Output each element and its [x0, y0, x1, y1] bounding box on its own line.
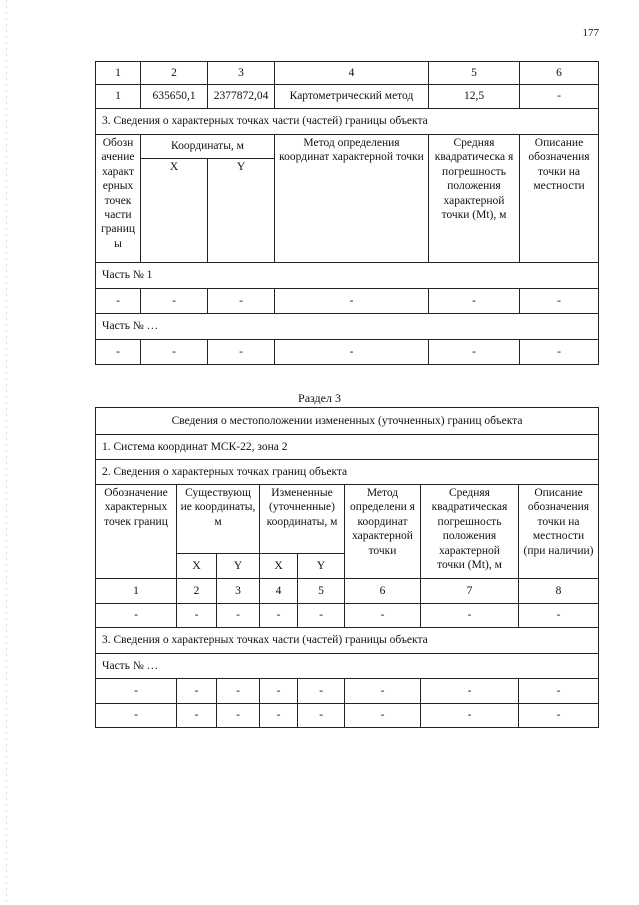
- table-cell: -: [208, 340, 275, 365]
- table-cell: -: [275, 340, 429, 365]
- table-cell: -: [345, 704, 421, 728]
- table-cell: -: [177, 704, 217, 728]
- table-cell: 635650,1: [141, 85, 208, 109]
- table-cell: -: [177, 679, 217, 704]
- col-description-header: Описание обозначения точки на местности (при наличии): [519, 485, 599, 579]
- table-cell: -: [96, 679, 177, 704]
- col-designation-header: Обозначение характерных точек границ: [96, 485, 177, 579]
- coord-system-label: 1. Система координат МСК-22, зона 2: [96, 435, 599, 460]
- header-number-cell: 8: [519, 579, 599, 604]
- table-cell: -: [519, 704, 599, 728]
- page-number: 177: [582, 27, 599, 39]
- table-cell: -: [141, 289, 208, 314]
- col-changed-header: Измененные (уточненные) координаты, м: [260, 485, 345, 554]
- header-number-cell: 6: [345, 579, 421, 604]
- header-number-cell: 5: [429, 62, 520, 85]
- table-cell: -: [345, 604, 421, 628]
- table-cell: -: [520, 289, 599, 314]
- table-cell: -: [519, 679, 599, 704]
- table-row: [96, 704, 599, 728]
- header-number-cell: 7: [421, 579, 519, 604]
- section-row: [96, 628, 599, 654]
- table-cell: -: [429, 289, 520, 314]
- section3-title: 3. Сведения о характерных точках части (частей) границы объекта: [96, 109, 599, 135]
- col-x-header: X: [141, 159, 208, 263]
- table-cell: -: [217, 704, 260, 728]
- table-cell: -: [260, 679, 298, 704]
- table-cell: -: [421, 679, 519, 704]
- table-cell: -: [141, 340, 208, 365]
- header-number-cell: 1: [96, 579, 177, 604]
- col-method-header: Метод определени я координат характерной точки: [345, 485, 421, 579]
- col-y-header: Y: [217, 554, 260, 579]
- section-row: [96, 460, 599, 485]
- table-title: Сведения о местоположении измененных (уточненных) границ объекта: [96, 408, 599, 435]
- table-cell: -: [275, 289, 429, 314]
- col-error-header: Средняя квадратическа я погрешность положения характерной точки (Mt), м: [429, 135, 520, 263]
- coord-system-row: [96, 435, 599, 460]
- table-cell: -: [208, 289, 275, 314]
- header-number-cell: 6: [520, 62, 599, 85]
- table-cell: -: [345, 679, 421, 704]
- table-row: [96, 340, 599, 365]
- table-cell: -: [260, 704, 298, 728]
- header-number-cell: 2: [177, 579, 217, 604]
- table-cell: -: [260, 604, 298, 628]
- section-heading: Раздел 3: [298, 391, 341, 405]
- table-cell: -: [298, 679, 345, 704]
- header-number-cell: 2: [141, 62, 208, 85]
- table-cell: -: [96, 289, 141, 314]
- header-number-cell: 5: [298, 579, 345, 604]
- table-cell: -: [520, 340, 599, 365]
- table-cell: -: [520, 85, 599, 109]
- table-cell: Картометрический метод: [275, 85, 429, 109]
- table-cell: 1: [96, 85, 141, 109]
- table-row: [96, 604, 599, 628]
- part-label-row: [96, 263, 599, 289]
- table-header-numbers-row: [96, 579, 599, 604]
- column-header-row: [96, 485, 599, 554]
- left-margin-scan-line: [6, 0, 7, 905]
- table-cell: -: [421, 704, 519, 728]
- col-y-header: Y: [208, 159, 275, 263]
- table-cell: 12,5: [429, 85, 520, 109]
- table-cell: -: [96, 340, 141, 365]
- table-cell: -: [217, 604, 260, 628]
- table-cell: -: [421, 604, 519, 628]
- col-x-header: X: [177, 554, 217, 579]
- table-cell: -: [96, 604, 177, 628]
- table-row: [96, 85, 599, 109]
- table-cell: -: [429, 340, 520, 365]
- section-row: [96, 109, 599, 135]
- header-number-cell: 4: [260, 579, 298, 604]
- column-header-row: [96, 135, 599, 159]
- section3-title: 3. Сведения о характерных точках части (частей) границы объекта: [96, 628, 599, 654]
- table-part-points: [95, 61, 599, 365]
- table-changed-boundaries: [95, 407, 599, 728]
- points-title: 2. Сведения о характерных точках границ объекта: [96, 460, 599, 485]
- table-cell: -: [298, 704, 345, 728]
- col-error-header: Средняя квадратическая погрешность положения характерной точки (Mt), м: [421, 485, 519, 579]
- table-cell: -: [96, 704, 177, 728]
- table-header-numbers-row: [96, 62, 599, 85]
- part-label-row: [96, 654, 599, 679]
- table-cell: 2377872,04: [208, 85, 275, 109]
- col-y-header: Y: [298, 554, 345, 579]
- col-description-header: Описание обозначения точки на местности: [520, 135, 599, 263]
- part2-label: Часть № …: [96, 314, 599, 340]
- table-cell: -: [298, 604, 345, 628]
- table-row: [96, 679, 599, 704]
- header-number-cell: 3: [208, 62, 275, 85]
- col-coordinates-header: Координаты, м: [141, 135, 275, 159]
- part-label-row: [96, 314, 599, 340]
- part1-label: Часть № 1: [96, 263, 599, 289]
- header-number-cell: 4: [275, 62, 429, 85]
- table-row: [96, 289, 599, 314]
- table-cell: -: [519, 604, 599, 628]
- table-cell: -: [217, 679, 260, 704]
- title-row: [96, 408, 599, 435]
- col-method-header: Метод определения координат характерной точки: [275, 135, 429, 263]
- col-existing-header: Существующ ие координаты, м: [177, 485, 260, 554]
- col-x-header: X: [260, 554, 298, 579]
- header-number-cell: 3: [217, 579, 260, 604]
- table-cell: -: [177, 604, 217, 628]
- part-label: Часть № …: [96, 654, 599, 679]
- col-designation-header: Обозн ачение характ ерных точек части границ ы: [96, 135, 141, 263]
- header-number-cell: 1: [96, 62, 141, 85]
